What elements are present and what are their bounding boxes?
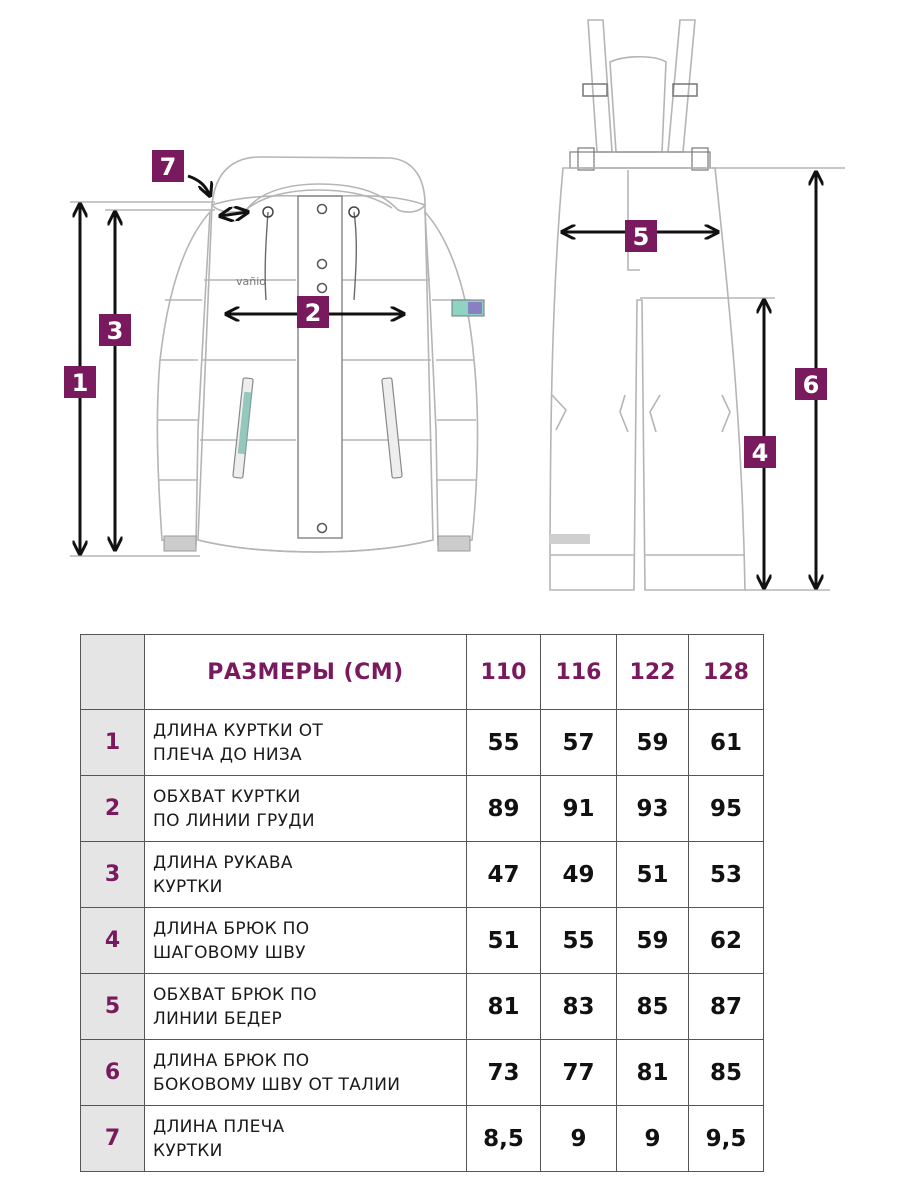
right-pocket-zip [382, 378, 402, 478]
value-cell: 47 [467, 842, 541, 908]
snap-button [318, 205, 327, 214]
front-placket [298, 196, 342, 538]
table-row [81, 1040, 764, 1106]
badge-6 [795, 368, 827, 400]
measure-line-7 [220, 212, 248, 216]
value-cell: 93 [617, 776, 689, 842]
value-cell: 59 [617, 710, 689, 776]
value-cell: 9,5 [689, 1106, 764, 1172]
row-description: ОБХВАТ КУРТКИ ПО ЛИНИИ ГРУДИ [145, 776, 467, 842]
snap-button [318, 260, 327, 269]
svg-text:5: 5 [632, 223, 650, 251]
row-number: 3 [81, 842, 145, 908]
value-cell: 9 [541, 1106, 617, 1172]
value-cell: 81 [467, 974, 541, 1040]
value-cell: 59 [617, 908, 689, 974]
badge-5 [625, 220, 657, 252]
row-description: ДЛИНА ПЛЕЧА КУРТКИ [145, 1106, 467, 1172]
value-cell: 9 [617, 1106, 689, 1172]
value-cell: 85 [617, 974, 689, 1040]
svg-text:7: 7 [159, 153, 177, 181]
svg-text:2: 2 [304, 299, 322, 327]
table-row [81, 974, 764, 1040]
value-cell: 62 [689, 908, 764, 974]
header-corner [81, 635, 145, 710]
value-cell: 57 [541, 710, 617, 776]
table-row [81, 1106, 764, 1172]
value-cell: 77 [541, 1040, 617, 1106]
value-cell: 81 [617, 1040, 689, 1106]
value-cell: 85 [689, 1040, 764, 1106]
size-header: 116 [541, 635, 617, 710]
badge-4 [744, 436, 776, 468]
value-cell: 95 [689, 776, 764, 842]
size-table [80, 634, 764, 1172]
right-cuff [438, 536, 470, 551]
row-description: ДЛИНА РУКАВА КУРТКИ [145, 842, 467, 908]
value-cell: 87 [689, 974, 764, 1040]
row-number: 5 [81, 974, 145, 1040]
value-cell: 8,5 [467, 1106, 541, 1172]
svg-text:1: 1 [71, 369, 89, 397]
value-cell: 55 [541, 908, 617, 974]
row-number: 2 [81, 776, 145, 842]
table-row [81, 776, 764, 842]
row-description: ДЛИНА БРЮК ПО БОКОВОМУ ШВУ ОТ ТАЛИИ [145, 1040, 467, 1106]
snap-button [318, 524, 327, 533]
size-header: 122 [617, 635, 689, 710]
svg-text:3: 3 [106, 317, 124, 345]
value-cell: 73 [467, 1040, 541, 1106]
row-description: ДЛИНА КУРТКИ ОТ ПЛЕЧА ДО НИЗА [145, 710, 467, 776]
row-number: 4 [81, 908, 145, 974]
table-title: РАЗМЕРЫ (СМ) [145, 635, 467, 710]
snap-button [318, 284, 327, 293]
left-cuff [164, 536, 196, 551]
value-cell: 55 [467, 710, 541, 776]
badge-2 [297, 296, 329, 328]
value-cell: 91 [541, 776, 617, 842]
row-description: ДЛИНА БРЮК ПО ШАГОВОМУ ШВУ [145, 908, 467, 974]
value-cell: 61 [689, 710, 764, 776]
table-header-row [81, 635, 764, 710]
row-number: 6 [81, 1040, 145, 1106]
table-row [81, 842, 764, 908]
value-cell: 89 [467, 776, 541, 842]
pants-illustration [550, 20, 745, 590]
row-number: 1 [81, 710, 145, 776]
badge-1 [64, 366, 96, 398]
badge-7 [152, 150, 184, 182]
brand-mark: vañio [236, 275, 267, 288]
reflective-strip [550, 534, 590, 544]
jacket-illustration [157, 157, 484, 552]
size-header: 128 [689, 635, 764, 710]
value-cell: 51 [467, 908, 541, 974]
value-cell: 53 [689, 842, 764, 908]
row-number: 7 [81, 1106, 145, 1172]
table-row [81, 908, 764, 974]
svg-text:4: 4 [751, 439, 769, 467]
table-row [81, 710, 764, 776]
svg-text:6: 6 [802, 371, 820, 399]
value-cell: 49 [541, 842, 617, 908]
value-cell: 51 [617, 842, 689, 908]
size-header: 110 [467, 635, 541, 710]
badge-3 [99, 314, 131, 346]
measure-pointer-7 [188, 176, 210, 196]
row-description: ОБХВАТ БРЮК ПО ЛИНИИ БЕДЕР [145, 974, 467, 1040]
value-cell: 83 [541, 974, 617, 1040]
